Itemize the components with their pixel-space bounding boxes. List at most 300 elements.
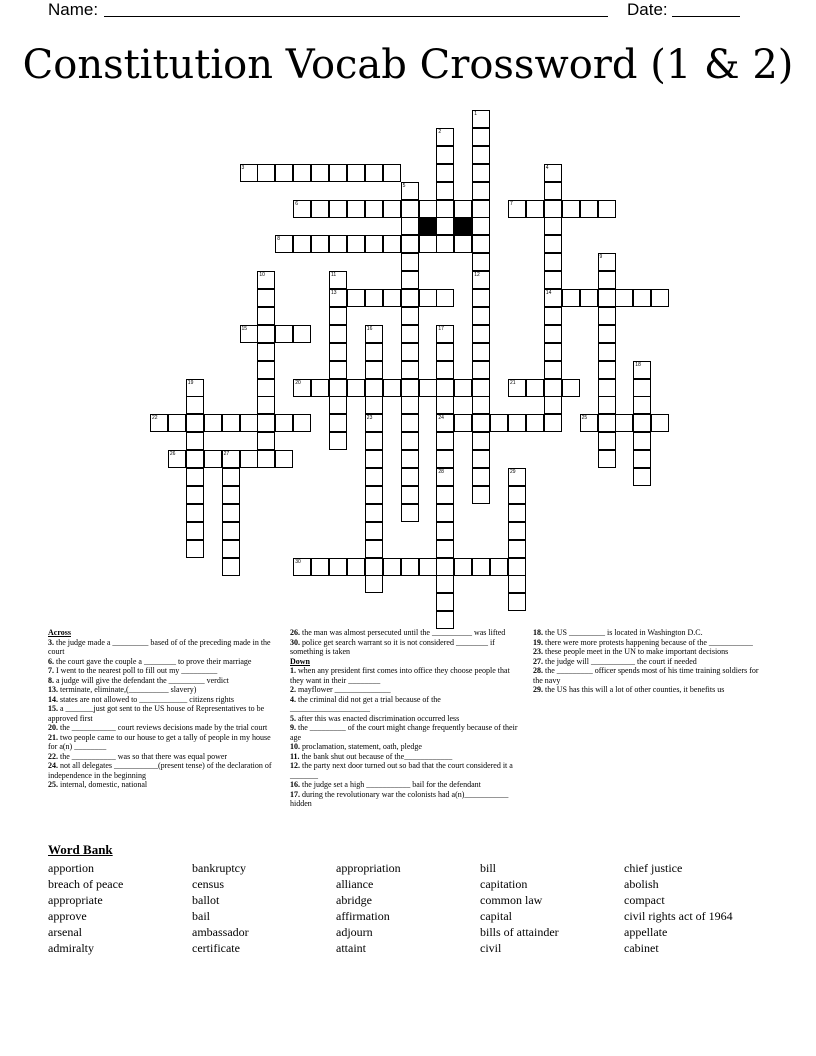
clue-text: not all delegates ___________(present tense) of the declaration of independence in the beginning: [48, 761, 272, 780]
crossword-cell[interactable]: [365, 575, 383, 593]
crossword-cell[interactable]: [329, 379, 347, 397]
clue-number: 2.: [290, 685, 296, 694]
clue: [48, 685, 276, 695]
word-bank-column: [624, 860, 733, 956]
crossword-cell[interactable]: [615, 289, 633, 307]
crossword-cell[interactable]: [651, 414, 669, 432]
crossword-cell[interactable]: [419, 558, 437, 576]
clue-number: 28: [438, 469, 444, 475]
crossword-cell[interactable]: [598, 414, 616, 432]
crossword-cell[interactable]: [436, 486, 454, 504]
crossword-cell[interactable]: [436, 504, 454, 522]
crossword-cell[interactable]: [186, 504, 204, 522]
crossword-cell[interactable]: [329, 558, 347, 576]
clue-number: 14: [545, 290, 552, 296]
crossword-cell[interactable]: [472, 486, 490, 504]
crossword-cell[interactable]: [293, 414, 311, 432]
clue-text: the criminal did not get a trial because of the ____________________: [290, 694, 441, 713]
crossword-cell[interactable]: [598, 271, 616, 289]
crossword-cell[interactable]: [311, 235, 329, 253]
crossword-cell[interactable]: [633, 450, 651, 468]
clue-number: 3: [241, 164, 245, 171]
crossword-cell[interactable]: [544, 396, 562, 414]
crossword-cell[interactable]: [186, 432, 204, 450]
crossword-cell[interactable]: [615, 414, 633, 432]
crossword-cell[interactable]: [365, 200, 383, 218]
crossword-cell[interactable]: [436, 540, 454, 558]
down-heading: Down: [290, 656, 311, 666]
crossword-cell[interactable]: [257, 450, 275, 468]
crossword-cell[interactable]: [222, 522, 240, 540]
crossword-cell[interactable]: [544, 253, 562, 271]
crossword-cell[interactable]: [186, 450, 204, 468]
clue-number: 16.: [290, 780, 300, 789]
crossword-cell[interactable]: [598, 450, 616, 468]
crossword-cell[interactable]: [436, 558, 454, 576]
crossword-cell[interactable]: [311, 164, 329, 182]
clue-number: 25.: [48, 780, 58, 789]
crossword-cell[interactable]: [401, 450, 419, 468]
crossword-cell[interactable]: [257, 361, 275, 379]
crossword-cell[interactable]: [401, 217, 419, 235]
crossword-cell[interactable]: [508, 540, 526, 558]
crossword-cell[interactable]: [401, 325, 419, 343]
crossword-cell[interactable]: [329, 361, 347, 379]
crossword-cell[interactable]: [598, 396, 616, 414]
crossword-cell[interactable]: [544, 200, 562, 218]
crossword-cell[interactable]: [204, 414, 222, 432]
crossword-cell[interactable]: [365, 486, 383, 504]
crossword-cell[interactable]: [257, 432, 275, 450]
crossword-cell[interactable]: [436, 593, 454, 611]
crossword-cell[interactable]: [329, 343, 347, 361]
crossword-cell[interactable]: [222, 540, 240, 558]
crossword-cell[interactable]: [401, 253, 419, 271]
word-bank-column: [336, 860, 401, 956]
crossword-cell[interactable]: [401, 379, 419, 397]
crossword-cell[interactable]: [401, 558, 419, 576]
crossword-cell[interactable]: [454, 414, 472, 432]
word-bank-word: appropriate: [48, 893, 103, 907]
crossword-cell[interactable]: [347, 164, 365, 182]
clue-number: 11.: [290, 751, 300, 761]
crossword-cell[interactable]: [436, 432, 454, 450]
crossword-cell[interactable]: [472, 396, 490, 414]
crossword-cell[interactable]: [401, 486, 419, 504]
crossword-cell[interactable]: [383, 379, 401, 397]
crossword-cell[interactable]: [472, 450, 490, 468]
clue: [290, 695, 518, 714]
crossword-cell[interactable]: [365, 396, 383, 414]
crossword-cell[interactable]: [275, 164, 293, 182]
clue-number: 20: [295, 379, 301, 386]
crossword-cell[interactable]: [419, 379, 437, 397]
crossword-cell[interactable]: [472, 414, 490, 432]
crossword-cell[interactable]: [329, 307, 347, 325]
crossword-cell[interactable]: [436, 575, 454, 593]
across-heading: Across: [48, 628, 71, 637]
crossword-cell[interactable]: [222, 486, 240, 504]
clue: [533, 628, 765, 638]
crossword-cell[interactable]: [240, 414, 258, 432]
crossword-cell[interactable]: [401, 432, 419, 450]
crossword-cell[interactable]: [168, 414, 186, 432]
crossword-cell[interactable]: [436, 379, 454, 397]
crossword-cell[interactable]: [365, 235, 383, 253]
crossword-cell[interactable]: [526, 414, 544, 432]
crossword-cell[interactable]: [598, 343, 616, 361]
crossword-cell[interactable]: [186, 414, 204, 432]
crossword-cell[interactable]: [472, 200, 490, 218]
crossword-cell[interactable]: [419, 235, 437, 253]
crossword-cell[interactable]: [257, 289, 275, 307]
crossword-cell[interactable]: [347, 200, 365, 218]
crossword-cell[interactable]: [257, 396, 275, 414]
crossword-cell[interactable]: [186, 486, 204, 504]
crossword-cell[interactable]: [454, 558, 472, 576]
crossword-cell[interactable]: [186, 468, 204, 486]
crossword-cell[interactable]: [472, 164, 490, 182]
clue-number: 6: [295, 200, 298, 207]
crossword-cell[interactable]: [222, 504, 240, 522]
clue: [533, 638, 765, 648]
crossword-cell[interactable]: [598, 325, 616, 343]
crossword-cell[interactable]: [490, 558, 508, 576]
crossword-cell[interactable]: [472, 307, 490, 325]
crossword-cell[interactable]: [472, 325, 490, 343]
crossword-cell[interactable]: [508, 575, 526, 593]
crossword-cell[interactable]: [454, 379, 472, 397]
crossword-cell[interactable]: [401, 414, 419, 432]
crossword-cell[interactable]: [311, 379, 329, 397]
crossword-cell[interactable]: [257, 307, 275, 325]
clue-number: 13.: [48, 685, 58, 694]
crossword-cell[interactable]: [436, 235, 454, 253]
crossword-cell[interactable]: [257, 379, 275, 397]
crossword-cell[interactable]: [562, 289, 580, 307]
crossword-cell[interactable]: [472, 128, 490, 146]
crossword-cell[interactable]: [544, 343, 562, 361]
clue-text: these people meet in the UN to make important decisions: [543, 647, 729, 656]
crossword-cell[interactable]: [365, 558, 383, 576]
word-bank-word: adjourn: [336, 925, 373, 939]
clue-number: 27.: [533, 656, 543, 666]
clue-text: the judge will ___________ the court if needed: [543, 656, 697, 666]
crossword-cell[interactable]: [544, 379, 562, 397]
clues-column-1: [48, 628, 276, 790]
crossword-cell[interactable]: [651, 289, 669, 307]
crossword-cell[interactable]: [186, 540, 204, 558]
clue-text: terminate, eliminate,(__________ slavery): [58, 685, 197, 694]
crossword-cell[interactable]: [633, 468, 651, 486]
crossword-cell[interactable]: [544, 325, 562, 343]
crossword-cell[interactable]: [419, 289, 437, 307]
crossword-cell[interactable]: [544, 271, 562, 289]
crossword-cell[interactable]: [257, 343, 275, 361]
word-bank-word: civil rights act of 1964: [624, 909, 733, 923]
crossword-cell[interactable]: [401, 289, 419, 307]
crossword-cell[interactable]: [401, 343, 419, 361]
crossword-cell[interactable]: [383, 558, 401, 576]
clue-number: 4: [545, 164, 549, 171]
word-bank-word: capitation: [480, 877, 528, 891]
word-bank-word: bill: [480, 861, 497, 875]
crossword-cell[interactable]: [436, 396, 454, 414]
crossword-cell[interactable]: [329, 164, 347, 182]
word-bank-word: cabinet: [624, 941, 659, 955]
crossword-cell[interactable]: [508, 593, 526, 611]
crossword-cell[interactable]: [633, 432, 651, 450]
crossword-cell[interactable]: [633, 379, 651, 397]
crossword-cell[interactable]: [186, 396, 204, 414]
crossword-cell[interactable]: [562, 200, 580, 218]
clue-text: the man was almost persecuted until the __________ was lifted: [300, 628, 506, 637]
clue-text: the US _________ is located in Washington D.C.: [543, 628, 703, 637]
crossword-cell[interactable]: [472, 361, 490, 379]
crossword-cell[interactable]: [544, 361, 562, 379]
crossword-cell[interactable]: [275, 325, 293, 343]
crossword-cell[interactable]: [365, 361, 383, 379]
clues-column-3: [533, 628, 765, 695]
clue: [48, 657, 276, 667]
crossword-cell[interactable]: [257, 325, 275, 343]
crossword-cell[interactable]: [383, 200, 401, 218]
date-label: Date:: [627, 0, 668, 19]
crossword-cell[interactable]: [598, 379, 616, 397]
crossword-cell[interactable]: [311, 558, 329, 576]
word-bank-word: bankruptcy: [192, 861, 246, 875]
crossword-cell[interactable]: [329, 325, 347, 343]
word-bank-word: capital: [480, 909, 512, 923]
crossword-cell[interactable]: [240, 450, 258, 468]
crossword-cell[interactable]: [365, 343, 383, 361]
crossword-cell[interactable]: [436, 164, 454, 182]
clue-number: 10.: [290, 742, 300, 751]
clue-text: the US has this will a lot of other counties, it benefits us: [543, 685, 725, 694]
crossword-cell[interactable]: [526, 379, 544, 397]
clue-number: 12: [474, 272, 480, 279]
clue-text: the _________ officer spends most of his time training soldiers for the navy: [533, 666, 759, 685]
clue: [48, 695, 276, 705]
crossword-cell[interactable]: [329, 396, 347, 414]
crossword-cell[interactable]: [436, 522, 454, 540]
crossword-cell[interactable]: [472, 217, 490, 235]
crossword-cell[interactable]: [401, 235, 419, 253]
crossword-cell[interactable]: [436, 146, 454, 164]
clue-number: 1.: [290, 666, 296, 675]
crossword-cell[interactable]: [472, 253, 490, 271]
crossword-cell[interactable]: [186, 522, 204, 540]
crossword-cell[interactable]: [401, 468, 419, 486]
crossword-cell[interactable]: [436, 361, 454, 379]
crossword-cell[interactable]: [401, 396, 419, 414]
crossword-cell[interactable]: [401, 361, 419, 379]
crossword-cell[interactable]: [472, 182, 490, 200]
clue-number: 22.: [48, 751, 58, 761]
crossword-cell[interactable]: [633, 289, 651, 307]
crossword-cell[interactable]: [544, 307, 562, 325]
clue-number: 18.: [533, 628, 543, 637]
clue-number: 24.: [48, 761, 58, 770]
crossword-cell[interactable]: [436, 200, 454, 218]
word-bank-word: bills of attainder: [480, 925, 559, 939]
crossword-black-square: [419, 217, 437, 235]
crossword-cell[interactable]: [436, 182, 454, 200]
clue-text: the court gave the couple a ________ to prove their marriage: [54, 656, 252, 666]
crossword-cell[interactable]: [365, 540, 383, 558]
crossword-cell[interactable]: [204, 450, 222, 468]
crossword-cell[interactable]: [580, 200, 598, 218]
clue-text: the party next door turned out so bad that the court considered it a _______: [290, 761, 513, 780]
crossword-cell[interactable]: [222, 558, 240, 576]
crossword-cell[interactable]: [311, 200, 329, 218]
crossword-cell[interactable]: [544, 217, 562, 235]
word-bank-word: attaint: [336, 941, 366, 955]
crossword-cell[interactable]: [508, 504, 526, 522]
crossword-cell[interactable]: [436, 611, 454, 629]
clue-text: the judge set a high ___________ bail for the defendant: [300, 780, 481, 789]
crossword-cell[interactable]: [472, 289, 490, 307]
crossword-cell[interactable]: [293, 235, 311, 253]
crossword-cell[interactable]: [598, 289, 616, 307]
crossword-cell[interactable]: [508, 486, 526, 504]
clue: [290, 638, 518, 657]
crossword-cell[interactable]: [633, 396, 651, 414]
crossword-cell[interactable]: [472, 379, 490, 397]
crossword-cell[interactable]: [436, 343, 454, 361]
crossword-cell[interactable]: [598, 432, 616, 450]
clue-number: 4.: [290, 694, 296, 704]
crossword-cell[interactable]: [222, 414, 240, 432]
crossword-cell[interactable]: [275, 450, 293, 468]
crossword-cell[interactable]: [257, 164, 275, 182]
crossword-cell[interactable]: [347, 379, 365, 397]
clue: [290, 752, 518, 762]
crossword-cell[interactable]: [329, 432, 347, 450]
crossword-cell[interactable]: [365, 450, 383, 468]
crossword-cell[interactable]: [454, 235, 472, 253]
clue-number: 19.: [533, 637, 543, 647]
crossword-cell[interactable]: [544, 414, 562, 432]
crossword-cell[interactable]: [365, 379, 383, 397]
crossword-cell[interactable]: [293, 164, 311, 182]
clue-number: 3.: [48, 637, 54, 647]
crossword-cell[interactable]: [454, 200, 472, 218]
clue: [290, 666, 518, 685]
crossword-cell[interactable]: [508, 558, 526, 576]
clue: [533, 657, 765, 667]
clue: [48, 780, 276, 790]
crossword-cell[interactable]: [580, 289, 598, 307]
clue-number: 8.: [48, 675, 54, 685]
crossword-cell[interactable]: [598, 307, 616, 325]
clue-number: 11: [331, 272, 337, 279]
clue-number: 5: [402, 182, 406, 189]
crossword-cell[interactable]: [472, 343, 490, 361]
crossword-cell[interactable]: [365, 432, 383, 450]
word-bank-word: appropriation: [336, 861, 401, 875]
crossword-cell[interactable]: [365, 468, 383, 486]
crossword-cell[interactable]: [633, 414, 651, 432]
crossword-cell[interactable]: [257, 414, 275, 432]
crossword-cell[interactable]: [419, 200, 437, 218]
crossword-cell[interactable]: [365, 289, 383, 307]
crossword-cell[interactable]: [598, 361, 616, 379]
crossword-cell[interactable]: [365, 504, 383, 522]
clue-number: 15.: [48, 704, 58, 713]
clue-text: during the revolutionary war the colonists had a(n)___________ hidden: [290, 789, 509, 808]
word-bank-word: admiralty: [48, 941, 94, 955]
crossword-cell[interactable]: [472, 432, 490, 450]
clue: [290, 790, 518, 809]
crossword-cell[interactable]: [275, 414, 293, 432]
clue: [48, 666, 276, 676]
crossword-cell[interactable]: [293, 325, 311, 343]
crossword-cell[interactable]: [365, 522, 383, 540]
crossword-cell[interactable]: [508, 414, 526, 432]
crossword-cell[interactable]: [544, 182, 562, 200]
clues-column-2: [290, 628, 518, 809]
clue-number: 22: [152, 415, 158, 422]
crossword-cell[interactable]: [490, 414, 508, 432]
crossword-cell[interactable]: [347, 558, 365, 576]
clue-number: 24: [438, 415, 444, 422]
crossword-cell[interactable]: [436, 217, 454, 235]
clue-number: 5.: [290, 713, 296, 723]
crossword-cell[interactable]: [401, 200, 419, 218]
crossword-cell[interactable]: [401, 271, 419, 289]
crossword-cell[interactable]: [383, 289, 401, 307]
crossword-cell[interactable]: [436, 450, 454, 468]
crossword-cell[interactable]: [472, 235, 490, 253]
clue-number: 20.: [48, 723, 58, 732]
crossword-cell[interactable]: [347, 235, 365, 253]
crossword-cell[interactable]: [598, 200, 616, 218]
clue: [533, 685, 765, 695]
crossword-cell[interactable]: [329, 200, 347, 218]
clue-text: states are not allowed to ____________ citizens rights: [58, 694, 234, 704]
clue-text: a _______just got sent to the US house of Representatives to be approved first: [48, 704, 265, 723]
crossword-cell[interactable]: [383, 164, 401, 182]
crossword-cell[interactable]: [222, 468, 240, 486]
clue: [290, 723, 518, 742]
crossword-cell[interactable]: [526, 200, 544, 218]
clue-number: 6.: [48, 656, 54, 666]
clue-number: 25: [581, 415, 588, 422]
word-bank-word: approve: [48, 909, 87, 923]
crossword-cell[interactable]: [544, 235, 562, 253]
crossword-cell[interactable]: [401, 504, 419, 522]
crossword-cell[interactable]: [508, 522, 526, 540]
crossword-cell[interactable]: [472, 146, 490, 164]
clue-text: I went to the nearest poll to fill out my _________: [54, 666, 218, 675]
word-bank-word: ambassador: [192, 925, 249, 939]
word-bank-word: common law: [480, 893, 543, 907]
crossword-cell[interactable]: [472, 558, 490, 576]
crossword-black-square: [454, 217, 472, 235]
clue: [48, 704, 276, 723]
crossword-cell[interactable]: [436, 289, 454, 307]
crossword-cell[interactable]: [365, 164, 383, 182]
crossword-cell[interactable]: [562, 379, 580, 397]
crossword-cell[interactable]: [329, 414, 347, 432]
crossword-cell[interactable]: [329, 235, 347, 253]
crossword-cell[interactable]: [383, 235, 401, 253]
crossword-cell[interactable]: [401, 307, 419, 325]
clue: [290, 714, 518, 724]
crossword-cell[interactable]: [472, 468, 490, 486]
crossword-cell[interactable]: [347, 289, 365, 307]
